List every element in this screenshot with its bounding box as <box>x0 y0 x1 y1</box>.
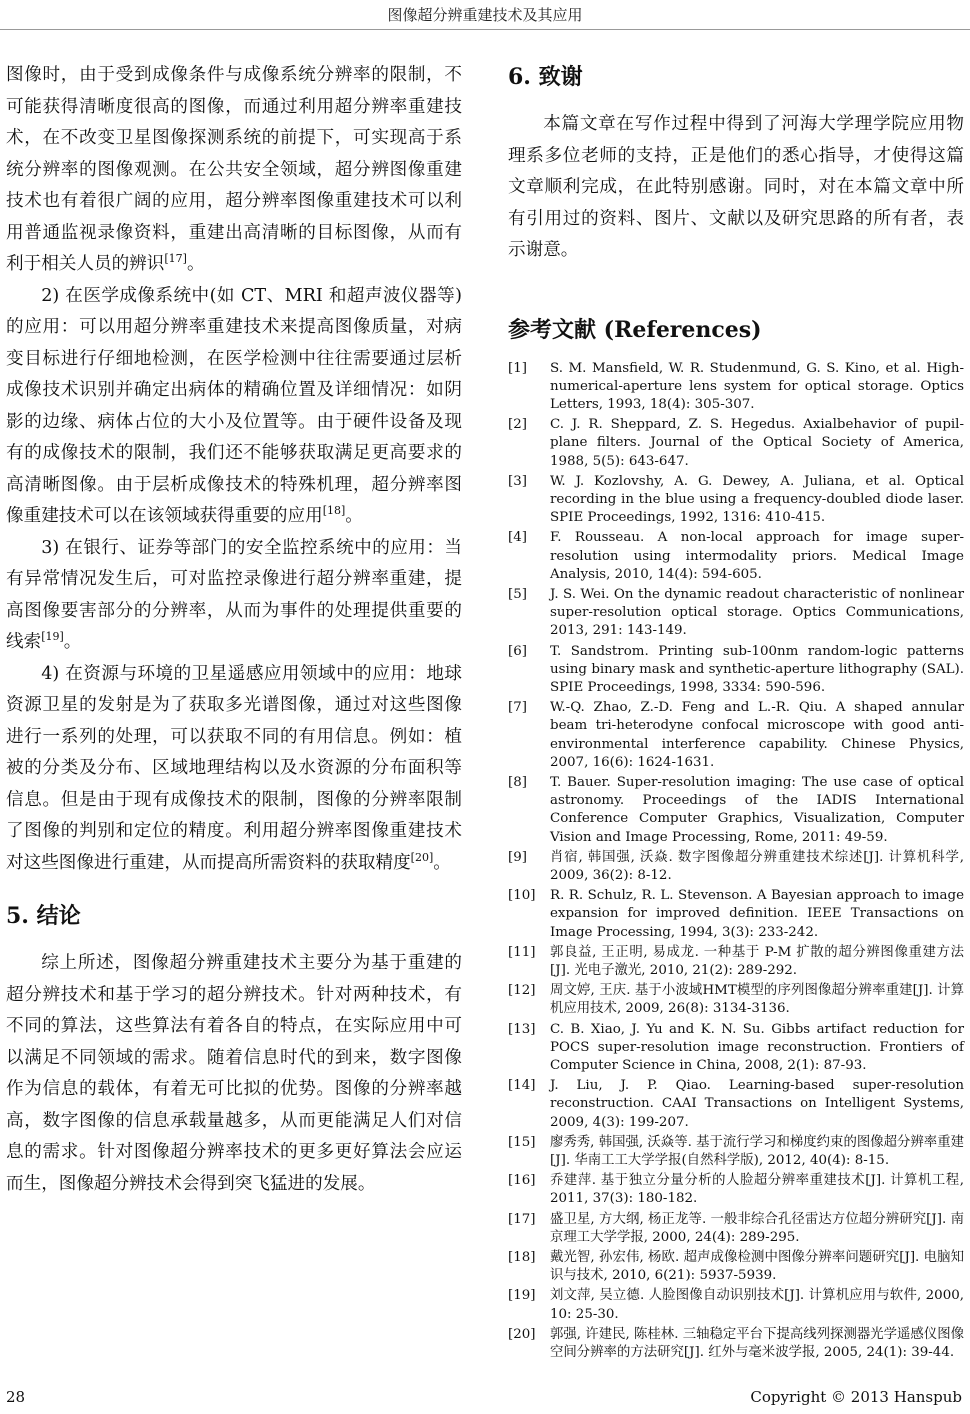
paragraph-medical: 2) 在医学成像系统中(如 CT、MRI 和超声波仪器等)的应用：可以用超分辨率重建技术来提高图像质量，对病变目标进行仔细地检测，在医学检测中往往需要通过层析成像技术识别并确定出病体的精确位置及详细情况：如阴影的边缘、病体占位的大小及位置等。由于硬件设备及现有的成像技术的限制，我们还不能够获取满足更高要求的高清晰图像。由于层析成像技术的特殊机理，超分辨率图像重建技术可以在该领域获得重要的应用[18]。 <box>6 285 462 526</box>
reference-text: 盛卫星, 方大纲, 杨正龙等. 一般非综合孔径雷达方位超分辨研究[J]. 南京理工大学学报, 2000, 24(4): 289-295. <box>550 1211 964 1245</box>
section-5-heading: 5. 结论 <box>6 903 81 929</box>
reference-text: C. J. R. Sheppard, Z. S. Hegedus. Axialbehavior of pupil-plane filters. Journal of the Optical Society of America, 1988, 5(5): 643-647. <box>550 417 964 469</box>
reference-item <box>508 643 964 698</box>
reference-number: [1] <box>508 360 527 376</box>
reference-text: J. S. Wei. On the dynamic readout characteristic of nonlinear super-resolution optical storage. Optics Communications, 2013, 291: 143-149. <box>550 586 964 639</box>
reference-text: S. M. Mansfield, W. R. Studenmund, G. S. Kino, et al. High-numerical-aperture lens system for optical storage. Optics Letters, 1993, 18(4): 305-307. <box>550 360 964 412</box>
reference-number: [10] <box>508 888 536 904</box>
reference-text: R. R. Schulz, R. L. Stevenson. A Bayesian approach to image expansion for improved definition. IEEE Transactions on Image Processing, 1994, 3(3): 233-242. <box>550 888 964 940</box>
reference-item <box>508 1326 964 1362</box>
reference-number: [2] <box>508 417 527 433</box>
reference-text: 郭强, 许建民, 陈桂林. 三轴稳定平台下提高线列探测器光学遥感仪图像空间分辨率的方法研究[J]. 红外与毫米波学报, 2005, 24(1): 39-44. <box>550 1326 964 1361</box>
paragraph-surveillance: 图像时，由于受到成像条件与成像系统分辨率的限制，不可能获得清晰度很高的图像，而通过利用超分辨率重建技术，在不改变卫星图像探测系统的前提下，可实现高于系统分辨率的图像观测。在公共安全领域，超分辨图像重建技术也有着很广阔的应用，超分辨率图像重建技术可以利用普通监视录像资料，重建出高清晰的目标图像，从而有利于相关人员的辨识[17]。 <box>6 65 462 274</box>
reference-item <box>508 1287 964 1323</box>
reference-number: [12] <box>508 983 536 999</box>
reference-text: W.-Q. Zhao, Z.-D. Feng and L.-R. Qiu. A shaped annular beam tri-heterodyne confocal microscope with good anti-environmental interference capability. Chinese Physics, 2007, 16(6): 1624-1631. <box>550 700 964 770</box>
reference-text: 肖宿, 韩国强, 沃焱. 数字图像超分辨重建技术综述[J]. 计算机科学, 2009, 36(2): 8-12. <box>550 849 964 883</box>
reference-number: [17] <box>508 1211 536 1227</box>
reference-text: J. Liu, J. P. Qiao. Learning-based super-resolution reconstruction. CAAI Transactions on Intelligent Systems, 2009, 4(3): 199-207. <box>550 1078 964 1130</box>
reference-item <box>508 944 964 980</box>
paragraph-conclusion: 综上所述，图像超分辨重建技术主要分为基于重建的超分辨技术和基于学习的超分辨技术。针对两种技术，有不同的算法，这些算法有着各自的特点，在实际应用中可以满足不同领域的需求。随着信息时代的到来，数字图像作为信息的载体，有着无可比拟的优势。图像的分辨率越高，数字图像的信息承载量越多，从而更能满足人们对信息的需求。针对图像超分辨率技术的更多更好算法会应运而生，图像超分辨技术会得到突飞猛进的发展。 <box>6 953 462 1194</box>
right-column <box>508 60 964 1364</box>
reference-item <box>508 887 964 942</box>
reference-item <box>508 529 964 584</box>
reference-number: [9] <box>508 849 527 865</box>
paragraph-remote-sensing: 4) 在资源与环境的卫星遥感应用领域中的应用：地球资源卫星的发射是为了获取多光谱图像，通过对这些图像进行一系列的处理，可以获取不同的有用信息。例如：植被的分类及分布、区域地理结构以及水资源的分布面积等信息。但是由于现有成像技术的限制，图像的分辨率限制了图像的判别和定位的精度。利用超分辨率图像重建技术对这些图像进行重建，从而提高所需资料的获取精度[20]。 <box>6 663 462 873</box>
reference-number: [7] <box>508 700 527 716</box>
reference-text: C. B. Xiao, J. Yu and K. N. Su. Gibbs artifact reduction for POCS super-resolution image reconstruction. Frontiers of Computer Science in China, 2008, 2(1): 87-93. <box>550 1021 964 1074</box>
reference-item <box>508 1021 964 1076</box>
section-6-heading: 6. 致谢 <box>508 64 583 90</box>
reference-number: [4] <box>508 530 527 546</box>
references-heading: 参考文献 (References) <box>508 316 762 343</box>
reference-number: [18] <box>508 1250 536 1266</box>
reference-number: [20] <box>508 1326 536 1342</box>
reference-text: 戴光智, 孙宏伟, 杨欧. 超声成像检测中图像分辨率问题研究[J]. 电脑知识与技术, 2010, 6(21): 5937-5939. <box>550 1250 964 1284</box>
reference-number: [15] <box>508 1134 536 1150</box>
reference-text: W. J. Kozlovshy, A. G. Dewey, A. Juliana, et al. Optical recording in the blue using a frequency-doubled diode laser. SPIE Proceedings, 1992, 1316: 410-415. <box>550 473 964 526</box>
reference-item <box>508 473 964 528</box>
reference-number: [11] <box>508 944 536 960</box>
reference-number: [19] <box>508 1288 536 1304</box>
reference-item <box>508 1172 964 1208</box>
copyright-notice: Copyright © 2013 Hanspub <box>750 1388 962 1406</box>
reference-number: [3] <box>508 473 527 489</box>
reference-item <box>508 586 964 641</box>
citation-17[interactable]: [17] <box>164 252 187 266</box>
citation-19[interactable]: [19] <box>41 630 64 644</box>
reference-item <box>508 1249 964 1285</box>
reference-item <box>508 360 964 415</box>
reference-text: 周文婷, 王庆. 基于小波域HMT模型的序列图像超分辨率重建[J]. 计算机应用技术, 2009, 26(8): 3134-3136. <box>550 983 964 1017</box>
reference-item <box>508 1077 964 1132</box>
reference-text: T. Bauer. Super-resolution imaging: The use case of optical astronomy. Proceedings of the IADIS International Conference Computer Graphics, Visualization, Computer Vision and Image Processing, Rome, 2011: 49-59. <box>550 774 964 845</box>
reference-text: F. Rousseau. A non-local approach for image super-resolution using intermodality priors. Medical Image Analysis, 2010, 14(4): 594-605. <box>550 530 964 582</box>
reference-item <box>508 699 964 772</box>
reference-text: 郭良益, 王正明, 易成龙. 一种基于 P-M 扩散的超分辨图像重建方法[J]. 光电子激光, 2010, 21(2): 289-292. <box>550 944 964 978</box>
reference-item <box>508 1134 964 1170</box>
left-column <box>6 60 462 1200</box>
reference-number: [5] <box>508 586 527 602</box>
reference-item <box>508 416 964 471</box>
reference-text: 刘文萍, 吴立德. 人脸图像自动识别技术[J]. 计算机应用与软件, 2000, 10: 25-30. <box>550 1288 964 1322</box>
reference-number: [14] <box>508 1078 536 1094</box>
reference-text: 廖秀秀, 韩国强, 沃焱等. 基于流行学习和梯度约束的图像超分辨率重建[J]. 华南工工大学学报(自然科学版), 2012, 40(4): 8-15. <box>550 1134 964 1169</box>
reference-number: [6] <box>508 643 527 659</box>
reference-text: T. Sandstrom. Printing sub-100nm random-logic patterns using binary mask and synthetic-aperture lithography (SAL). SPIE Proceedings, 1998, 3334: 590-596. <box>550 643 964 695</box>
reference-item <box>508 1211 964 1247</box>
reference-item <box>508 849 964 885</box>
page-number: 28 <box>6 1388 26 1406</box>
reference-item <box>508 982 964 1018</box>
reference-number: [8] <box>508 774 527 790</box>
reference-number: [16] <box>508 1173 536 1189</box>
citation-20[interactable]: [20] <box>410 850 434 864</box>
reference-list <box>508 360 964 1363</box>
citation-18[interactable]: [18] <box>322 504 346 518</box>
reference-text: 乔建萍. 基于独立分量分析的人脸超分辨率重建技术[J]. 计算机工程, 2011, 37(3): 180-182. <box>550 1173 964 1207</box>
reference-item <box>508 774 964 847</box>
paragraph-acknowledgement: 本篇文章在写作过程中得到了河海大学理学院应用物理系多位老师的支持，正是他们的悉心指导，才使得这篇文章顺利完成，在此特别感谢。同时，对在本篇文章中所有引用过的资料、图片、文献以及研究思路的所有者，表示谢意。 <box>508 114 964 260</box>
paragraph-security: 3) 在银行、证券等部门的安全监控系统中的应用：当有异常情况发生后，可对监控录像进行超分辨率重建，提高图像要害部分的分辨率，从而为事件的处理提供重要的线索[19]。 <box>6 537 462 652</box>
reference-number: [13] <box>508 1021 536 1037</box>
running-header: 图像超分辨重建技术及其应用 <box>387 6 583 24</box>
header-rule <box>0 29 970 30</box>
